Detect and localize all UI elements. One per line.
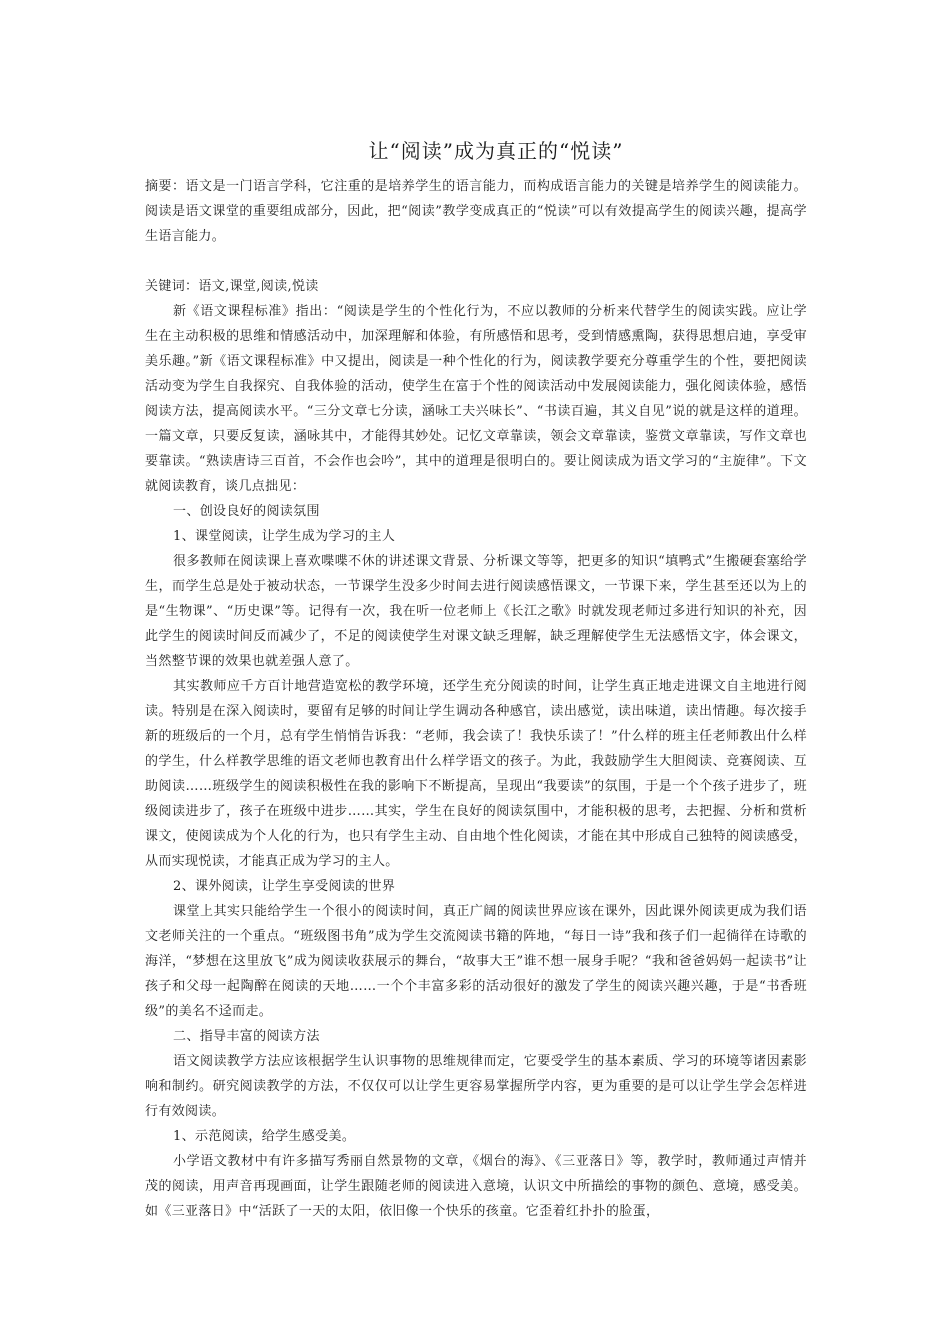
body-paragraph: 小学语文教材中有许多描写秀丽自然景物的文章，《烟台的海》、《三亚落日》等，教学时，教师通过声情并茂的阅读，用声音再现画面，让学生跟随老师的阅读进入意境，认识文中所描绘的事物的颜色、意境，感受美。如《三亚落日》中“活跃了一天的太阳，依旧像一个快乐的孩童。它歪着红扑扑的脸蛋， xyxy=(145,1154,807,1219)
document-title: 让“阅读”成为真正的“悦读” xyxy=(368,139,624,163)
body-paragraph: 语文阅读教学方法应该根据学生认识事物的思维规律而定，它要受学生的基本素质、学习的环境等诸因素影响和制约。研究阅读教学的方法，不仅仅可以让学生更容易掌握所学内容，更为重要的是可以让学生学会怎样进行有效阅读。 xyxy=(145,1054,807,1119)
subsection-heading-2-1: 1、示范阅读，给学生感受美。 xyxy=(173,1129,356,1144)
subsection-heading-1-2: 2、课外阅读，让学生享受阅读的世界 xyxy=(173,879,396,894)
section-heading-2: 二、指导丰富的阅读方法 xyxy=(173,1029,320,1044)
section-heading-1: 一、创设良好的阅读氛围 xyxy=(173,504,320,519)
body-paragraph: 课堂上其实只能给学生一个很小的阅读时间，真正广阔的阅读世界应该在课外，因此课外阅读更成为我们语文老师关注的一个重点。“班级图书角”成为学生交流阅读书籍的阵地，“每日一诗”我和孩子们一起徜徉在诗歌的海洋，“梦想在这里放飞”成为阅读收获展示的舞台，“故事大王”谁不想一展身手呢？“我和爸爸妈妈一起读书”让孩子和父母一起陶醉在阅读的天地……一个个丰富多彩的活动很好的激发了学生的阅读兴趣兴趣，于是“书香班级”的美名不迳而走。 xyxy=(145,904,807,1019)
body-paragraph: 很多教师在阅读课上喜欢喋喋不休的讲述课文背景、分析课文等等，把更多的知识“填鸭式”生搬硬套塞给学生，而学生总是处于被动状态，一节课学生没多少时间去进行阅读感悟课文，一节课下来，学生甚至还以为上的是“生物课”、“历史课”等。记得有一次，我在听一位老师上《长江之歌》时就发现老师过多进行知识的补充，因此学生的阅读时间反而减少了，不足的阅读使学生对课文缺乏理解，缺乏理解使学生无法感悟文字，体会课文，当然整节课的效果也就差强人意了。 xyxy=(145,554,807,669)
body-paragraph: 其实教师应千方百计地营造宽松的教学环境，还学生充分阅读的时间，让学生真正地走进课文自主地进行阅读。特别是在深入阅读时，要留有足够的时间让学生调动各种感官，读出感觉，读出味道，读出情趣。每次接手新的班级后的一个月，总有学生悄悄告诉我：“老师，我会读了！我快乐读了！”什么样的班主任老师教出什么样的学生，什么样教学思维的语文老师也教育出什么样学语文的孩子。为此，我鼓励学生大胆阅读、竞赛阅读、互助阅读……班级学生的阅读积极性在我的影响下不断提高，呈现出“我要读”的氛围，于是一个个孩子进步了，班级阅读进步了，孩子在班级中进步……其实，学生在良好的阅读氛围中，才能积极的思考，去把握、分析和赏析课文，使阅读成为个人化的行为，也只有学生主动、自由地个性化阅读，才能在其中形成自己独特的阅读感受，从而实现悦读，才能真正成为学习的主人。 xyxy=(145,679,807,869)
body-paragraph: 新《语文课程标准》指出：“阅读是学生的个性化行为，不应以教师的分析来代替学生的阅读实践。应让学生在主动积极的思维和情感活动中，加深理解和体验，有所感悟和思考，受到情感熏陶，获得思想启迪，享受审美乐趣。”新《语文课程标准》中又提出，阅读是一种个性化的行为，阅读教学要充分尊重学生的个性，要把阅读活动变为学生自我探究、自我体验的活动，使学生在富于个性的阅读活动中发展阅读能力，强化阅读体验，感悟阅读方法，提高阅读水平。“三分文章七分读，涵咏工夫兴味长”、“书读百遍，其义自见”说的就是这样的道理。一篇文章，只要反复读，涵咏其中，才能得其妙处。记忆文章靠读，领会文章靠读，鉴赏文章靠读，写作文章也要靠读。“熟读唐诗三百首，不会作也会吟”，其中的道理是很明白的。要让阅读成为语文学习的“主旋律”。下文就阅读教育，谈几点拙见： xyxy=(145,304,807,494)
abstract-paragraph: 摘要：语文是一门语言学科，它注重的是培养学生的语言能力，而构成语言能力的关键是培养学生的阅读能力。阅读是语文课堂的重要组成部分，因此，把“阅读”教学变成真正的“悦读”可以有效提高学生的阅读兴趣，提高学生语言能力。 xyxy=(145,179,807,244)
keywords-line: 关键词：语文,课堂,阅读,悦读 xyxy=(145,279,319,294)
document-page xyxy=(145,134,807,1224)
subsection-heading-1-1: 1、课堂阅读，让学生成为学习的主人 xyxy=(173,529,396,544)
